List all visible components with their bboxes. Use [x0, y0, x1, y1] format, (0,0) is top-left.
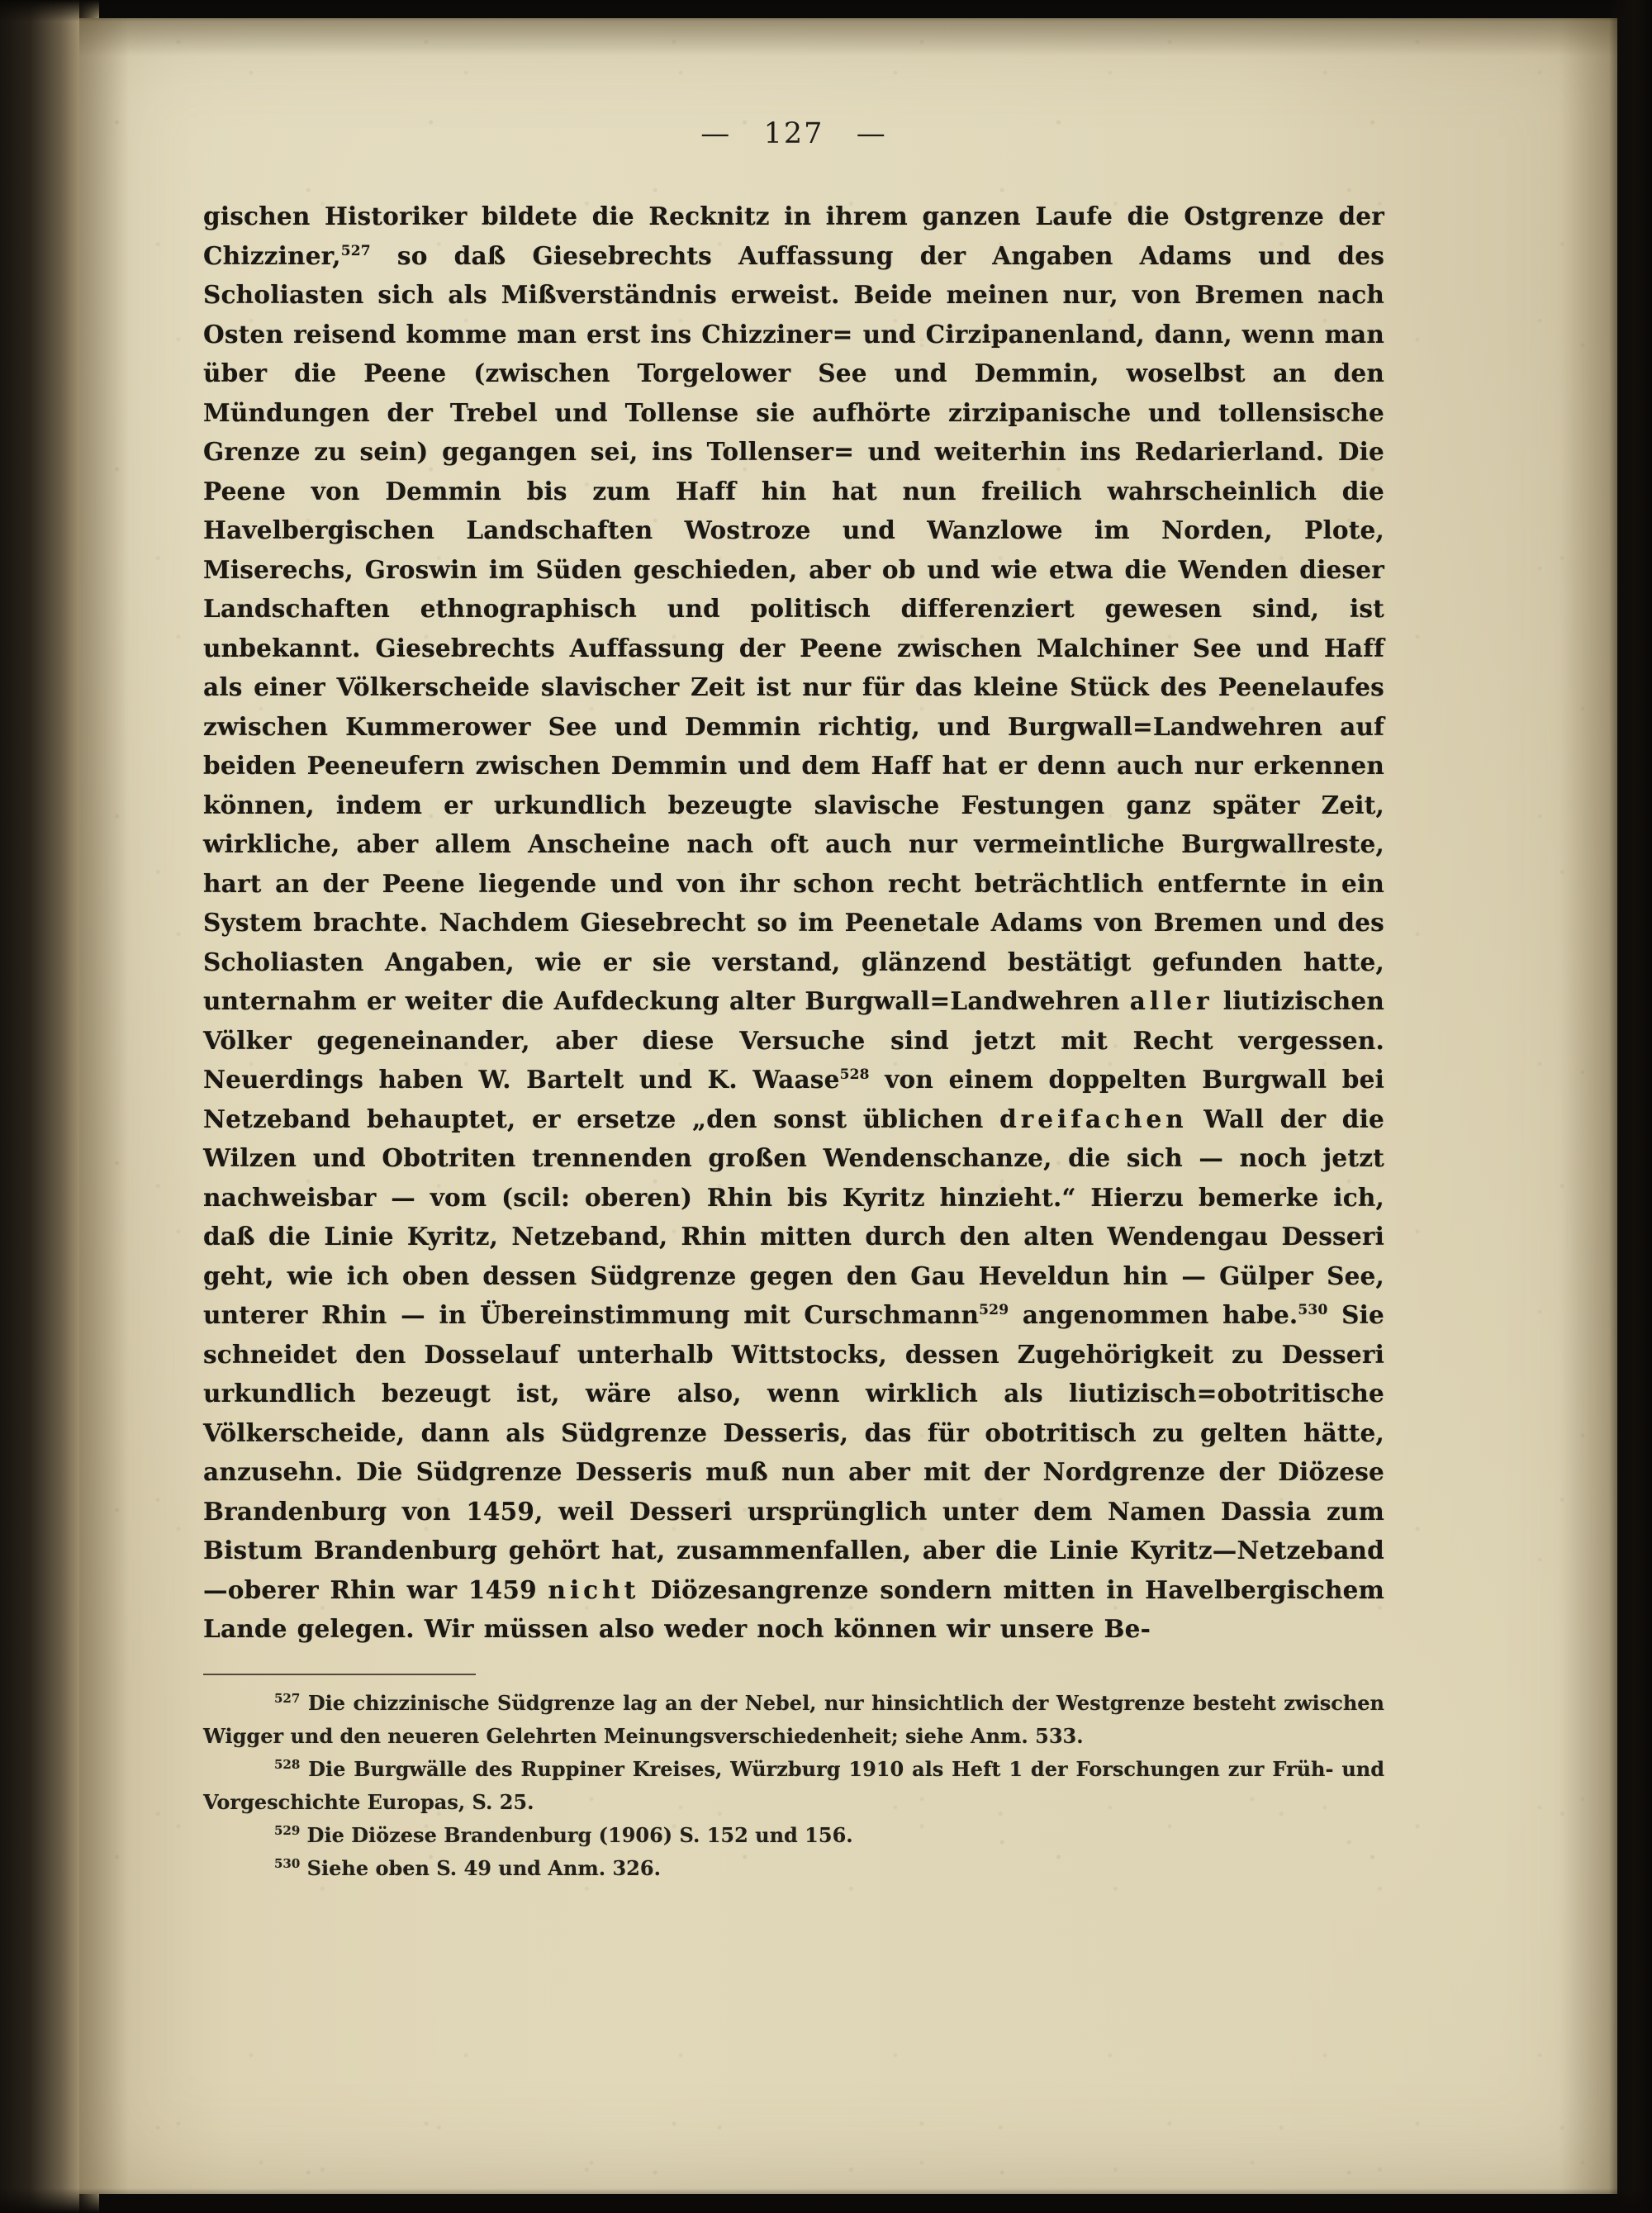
scan-border-right — [1609, 0, 1652, 2213]
footnote-529: $^{529}$ Die Diözese Brandenburg (1906) S. 152 und 156. — [274, 1822, 853, 1847]
footnote-527: $^{527}$ Die chizzinische Südgrenze lag an der Nebel, nur hinsichtlich der Westgrenze besteht zwischen Wigger und den neueren Gelehrten Meinungsverschiedenheit; siehe Anm. 533. — [203, 1690, 1384, 1748]
body-paragraph: gischen Historiker bildete die Recknitz in ihrem ganzen Laufe die Ostgrenze der Chizziner,$^{527}$ so daß Giesebrechts Auffassung der Angaben Adams und des Scholiasten sich als Mißverständnis erweist. Beide meinen nur, von Bremen nach Osten reisend komme man erst ins Chizziner= und Cirzipanenland, dann, wenn man über die Peene (zwischen Torgelower See und Demmin, woselbst an den Mündungen der Trebel und Tollense sie aufhörte zirzipanische und tollensische Grenze zu sein) gegangen sei, ins Tollenser= und weiterhin ins Redarierland. Die Peene von Demmin bis zum Haff hin hat nun freilich wahrscheinlich die Havelbergischen Landschaften Wostroze und Wanzlowe im Norden, Plote, Miserechs, Groswin im Süden geschieden, aber ob und wie etwa die Wenden dieser Landschaften ethnographisch und politisch differenziert gewesen sind, ist unbekannt. Giesebrechts Auffassung der Peene zwischen Malchiner See und Haff als einer Völkerscheide slavischer Zeit ist nur für das kleine Stück des Peenelaufes zwischen Kummerower See und Demmin richtig, und Burgwall=Landwehren auf beiden Peeneufern zwischen Demmin und dem Haff hat er denn auch nur erkennen können, indem er urkundlich bezeugte slavische Festungen ganz später Zeit, wirkliche, aber allem Anscheine nach oft auch nur vermeintliche Burgwallreste, hart an der Peene liegende und von ihr schon recht beträchtlich entfernte in ein System brachte. Nachdem Giesebrecht so im Peenetale Adams von Bremen und des Scholiasten Angaben, wie er sie verstand, glänzend bestätigt gefunden hatte, unternahm er weiter die Aufdeckung alter Burgwall=Landwehren aller liutizischen Völker gegeneinander, aber diese Versuche sind jetzt mit Recht vergessen. Neuerdings haben W. Bartelt und K. Waase$^{528}$ von einem doppelten Burgwall bei Netzeband behauptet, er ersetze „den sonst üblichen dreifachen Wall der die Wilzen und Obotriten trennenden großen Wendenschanze, die sich — noch jetzt nachweisbar — vom (scil: oberen) Rhin bis Kyritz hinzieht.“ Hierzu bemerke ich, daß die Linie Kyritz, Netzeband, Rhin mitten durch den alten Wendengau Desseri geht, wie ich oben dessen Südgrenze gegen den Gau Heveldun hin — Gülper See, unterer Rhin — in Übereinstimmung mit Curschmann$^{529}$ angenommen habe.$^{530}$ Sie schneidet den Dosselauf unterhalb Wittstocks, dessen Zugehörigkeit zu Desseri urkundlich bezeugt ist, wäre also, wenn wirklich als liutizisch=obotritische Völkerscheide, dann als Südgrenze Desseris, das für obotritisch zu gelten hätte, anzusehn. Die Südgrenze Desseris muß nun aber mit der Nordgrenze der Diözese Brandenburg von 1459, weil Desseri ursprünglich unter dem Namen Dassia zum Bistum Brandenburg gehört hat, zusammenfallen, aber die Linie Kyritz—Netzeband —oberer Rhin war 1459 nicht Diözesangrenze sondern mitten in Havelbergischem Lande gelegen. Wir müssen also weder noch können wir unsere Be- — [203, 202, 1385, 1643]
paper-edge-left — [79, 18, 129, 2194]
footnote-separator-rule — [203, 1674, 476, 1675]
scan-border-bottom — [0, 2188, 1652, 2213]
paper-edge-top — [79, 18, 1617, 56]
page-content — [203, 117, 1384, 1885]
footnote-528: $^{528}$ Die Burgwälle des Ruppiner Kreises, Würzburg 1910 als Heft 1 der Forschungen zur Früh- und Vorgeschichte Europas, S. 25. — [203, 1756, 1384, 1814]
scan-border-top — [0, 0, 1652, 21]
footnotes-block — [203, 1687, 1384, 1885]
page-number: — 127 — — [700, 117, 887, 150]
footnote-530: $^{530}$ Siehe oben S. 49 und Anm. 326. — [274, 1855, 661, 1880]
paper-leaf — [79, 18, 1617, 2194]
